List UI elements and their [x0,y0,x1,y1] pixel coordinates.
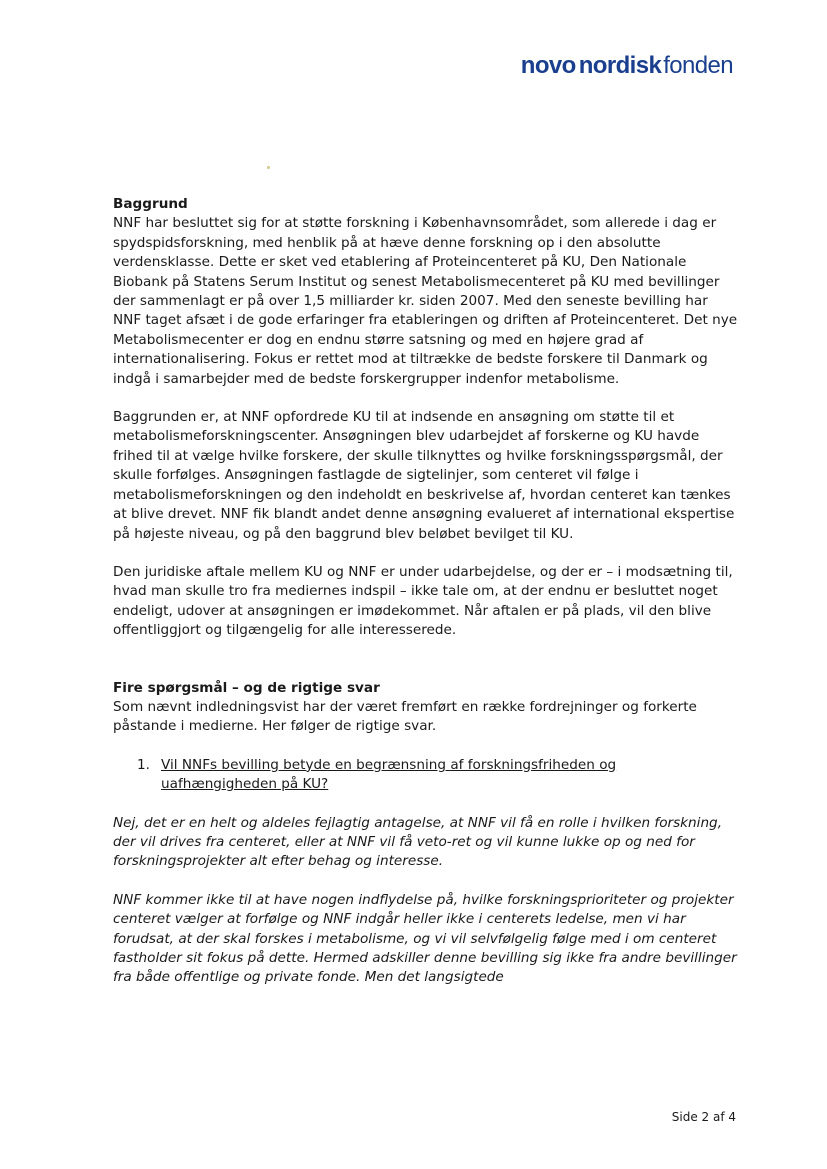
page-number: Side 2 af 4 [671,1110,736,1124]
paragraph-baggrund-2: Baggrunden er, at NNF opfordrede KU til at indsende en ansøgning om støtte til et metabolismeforskningscenter. Ansøgningen blev udarbejdet af forskerne og KU havde frihed til at vælge hvilke forskere, der skulle tilknyttes og hvilke forskningsspørgsmål, der skulle forfølges. Ansøgningen fastlagde de sigtelinjer, som centeret vil følge i metabolismeforskningen og den indeholdt en beskrivelse af, hvordan centeret kan tænkes at blive drevet. NNF fik blandt andet denne ansøgning evalueret af international ekspertise på højeste niveau, og på den baggrund blev beløbet bevilget til KU. [113,409,735,542]
heading-baggrund: Baggrund [113,196,188,212]
novo-nordisk-fonden-logo [521,52,733,80]
logo-word-novo: novo [520,52,576,79]
paragraph-baggrund-1: NNF har besluttet sig for at støtte forskning i Københavnsområdet, som allerede i dag er spydspidsforskning, med henblik på at hæve denne forskning op i den absolutte verdensklasse. Dette er sket ved etablering af Proteincenteret på KU, Den Nationale Biobank på Statens Serum Institut og senest Metabolismecenteret på KU med bevillinger der sammenlagt er på over 1,5 milliarder kr. siden 2007. Med den seneste bevilling har NNF taget afsæt i de gode erfaringer fra etableringen og driften af Proteincenteret. Det nye Metabolismecenter er dog en endnu større satsning og med en højere grad af internationalisering. Fokus er rettet mod at tiltrække de bedste forskere til Danmark og indgå i samarbejder med de bedste forskergrupper indenfor metabolisme. [113,215,738,387]
answer-paragraph-2: NNF kommer ikke til at have nogen indflydelse på, hvilke forskningsprioriteter og projekter centeret vælger at forfølge og NNF indgår heller ikke i centerets ledelse, men vi har forudsat, at der skal forskes i metabolisme, og vi vil selvfølgelig følge med i om centeret fastholder sit fokus på dette. Hermed adskiller denne bevilling sig ikke fra andre bevillinger fra både offentlige og private fonde. Men det langsigtede [113,891,737,986]
heading-fire-spoergsmaal: Fire spørgsmål – og de rigtige svar [113,679,380,696]
answer-paragraph-1: Nej, det er en helt og aldeles fejlagtig antagelse, at NNF vil få en rolle i hvilken forskning, der vil drives fra centeret, eller at NNF vil få veto-ret og vil kunne lukke op og ned for forskningsprojekter alt efter behag og interesse. [113,814,723,870]
paragraph-baggrund-3: Den juridiske aftale mellem KU og NNF er under udarbejdelse, og der er – i modsætning til, hvad man skulle tro fra mediernes indspil – ikke tale om, at der endnu er besluttet noget endeligt, udover at ansøgningen er imødekommet. Når aftalen er på plads, vil den blive offentliggjort og tilgængelig for alle interesserede. [113,563,733,639]
list-item [137,756,738,795]
question-number: 1. [137,756,150,773]
document-body [113,195,738,988]
scan-speck [267,166,270,169]
paragraph-intro: Som nævnt indledningsvist har der været fremført en række fordrejninger og forkerte påstande i medierne. Her følger de rigtige svar. [113,698,697,735]
question-1-text: Vil NNFs bevilling betyde en begrænsning af forskningsfriheden og uafhængigheden på KU? [161,756,617,793]
logo-word-fonden: fonden [663,52,733,79]
logo-word-nordisk: nordisk [578,52,662,79]
question-list [113,756,738,795]
